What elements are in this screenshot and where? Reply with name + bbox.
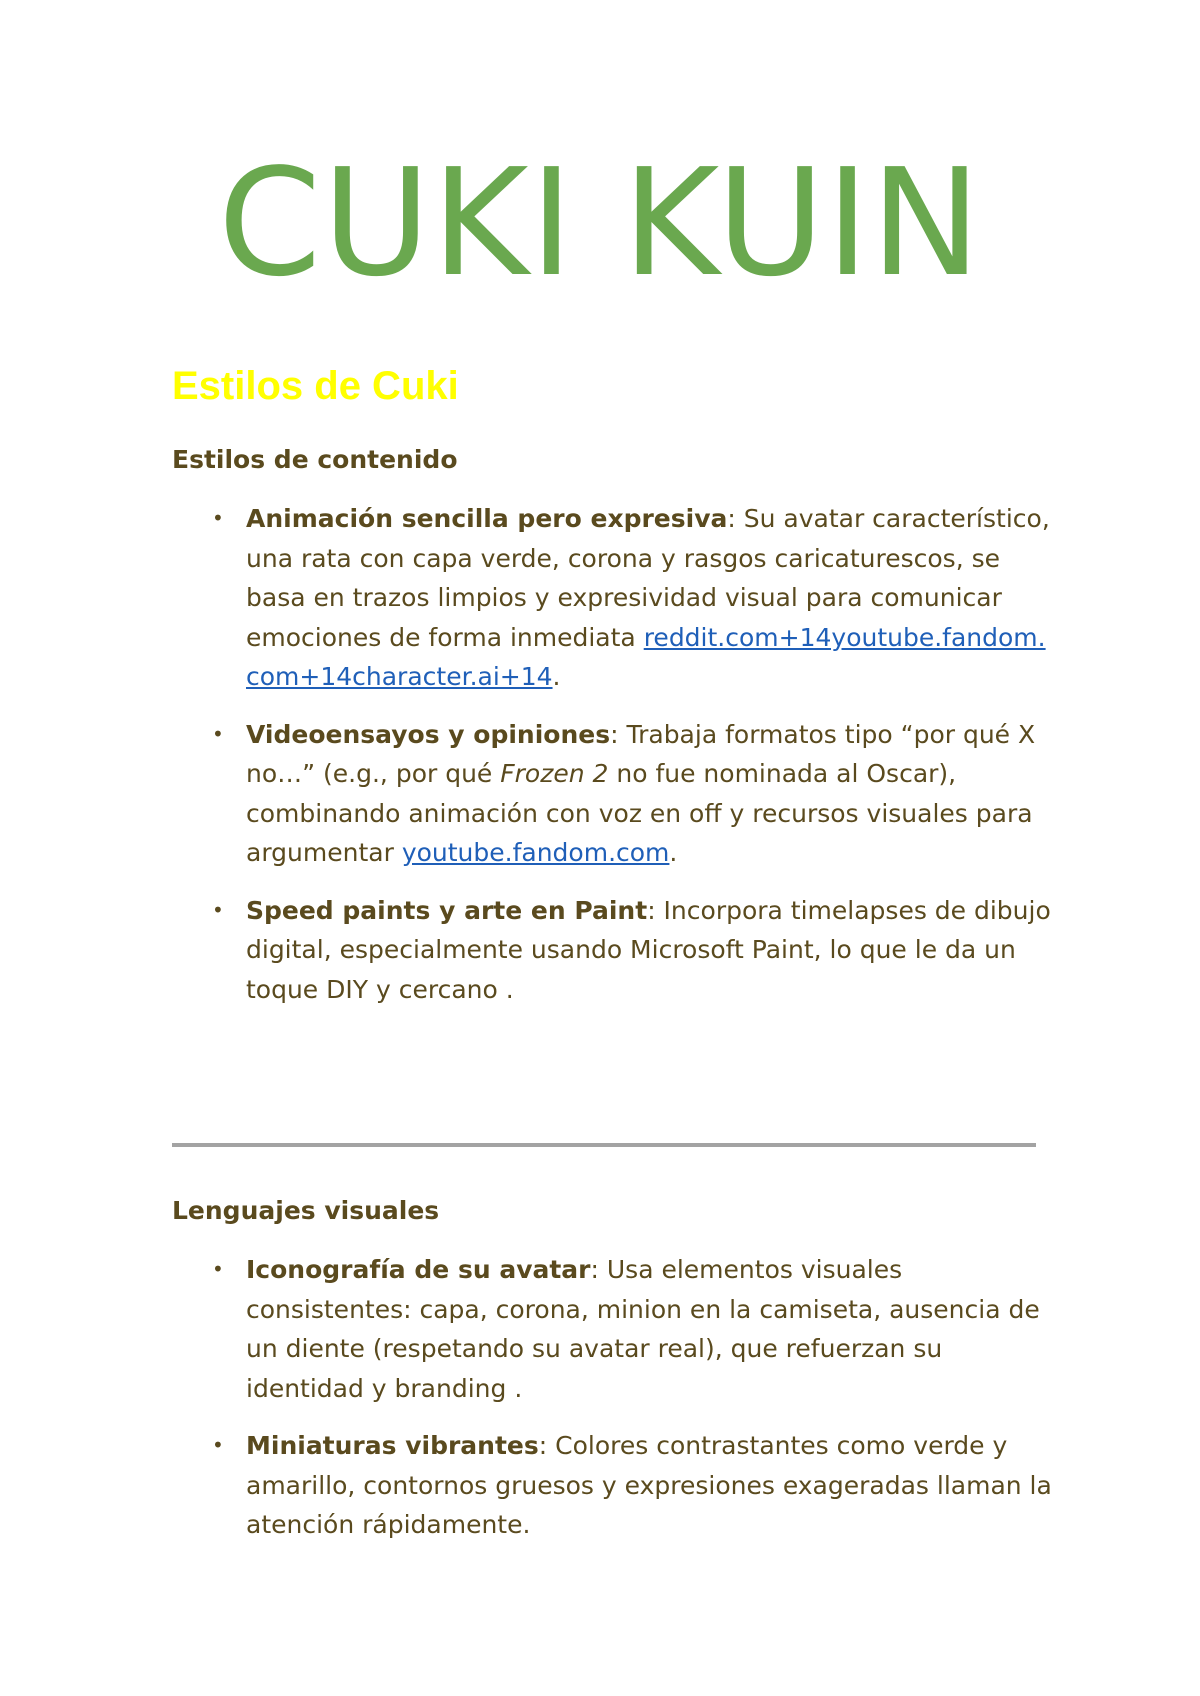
item-term: Iconografía de su avatar	[246, 1255, 591, 1284]
item-italic-title: Frozen 2	[500, 759, 609, 788]
item-text-end: .	[669, 838, 678, 867]
item-text-cont: no fue nominada al Oscar), combinando animación con voz en off y recursos visuales para argumentar	[246, 759, 1033, 867]
bullet-icon: •	[212, 1257, 224, 1281]
bullet-icon: •	[212, 721, 224, 746]
subheading-visual-languages: Lenguajes visuales	[172, 1196, 440, 1225]
document-title: CUKI KUIN	[217, 137, 983, 309]
item-text: : Colores contrastantes como verde y amarillo, contornos gruesos y expresiones exageradas llaman la atención rápidamente.	[246, 1431, 1052, 1539]
section-main-heading: Estilos de Cuki	[172, 364, 459, 408]
item-term: Videoensayos y opiniones	[246, 719, 611, 749]
list-item	[172, 715, 1052, 873]
horizontal-divider	[172, 1143, 1036, 1147]
bullet-icon: •	[212, 897, 224, 922]
subheading-content-styles: Estilos de contenido	[172, 445, 458, 474]
item-text: : Usa elementos visuales consistentes: capa, corona, minion en la camiseta, ausencia de un diente (respetando su avatar real), que refuerzan su identidad y branding .	[246, 1255, 1040, 1403]
item-text: : Trabaja formatos tipo “por qué X no…” (e.g., por qué	[246, 719, 1036, 788]
item-term: Animación sencilla pero expresiva	[246, 504, 728, 533]
bullet-icon: •	[212, 506, 224, 530]
bullet-icon: •	[212, 1433, 224, 1457]
list-item	[172, 1426, 1052, 1545]
item-term: Miniaturas vibrantes	[246, 1431, 539, 1460]
visual-languages-list	[172, 1250, 1052, 1563]
item-text: : Incorpora timelapses de dibujo digital, especialmente usando Microsoft Paint, lo que le da un toque DIY y cercano .	[246, 895, 1051, 1004]
item-text-end: .	[552, 662, 561, 691]
list-item	[172, 891, 1052, 1010]
content-styles-list	[172, 499, 1052, 1027]
list-item	[172, 499, 1052, 697]
item-text: : Su avatar característico, una rata con capa verde, corona y rasgos caricaturescos, se basa en trazos limpios y expresividad visual para comunicar emociones de forma inmediata	[246, 504, 1050, 652]
source-link[interactable]: youtube.fandom.com	[401, 838, 670, 867]
source-link[interactable]: reddit.com+14youtube.fandom.com+14character.ai+14	[246, 622, 1046, 691]
list-item	[172, 1250, 1052, 1408]
item-term: Speed paints y arte en Paint	[246, 895, 648, 925]
